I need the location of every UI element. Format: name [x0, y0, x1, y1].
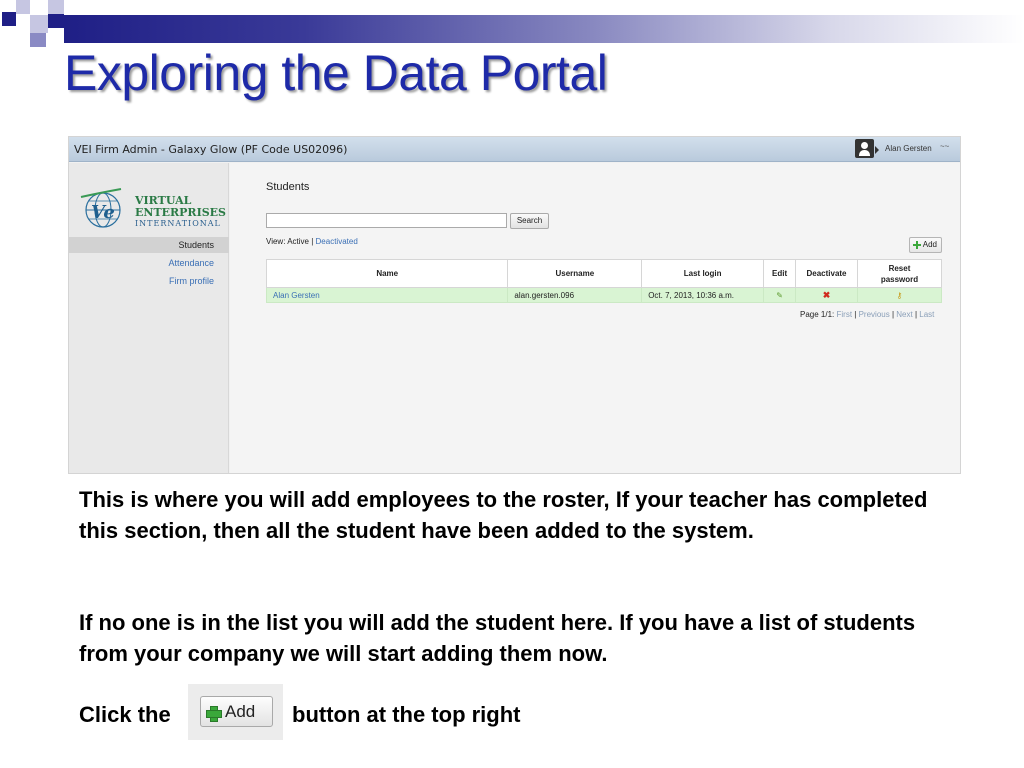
key-icon[interactable]: ⚷	[896, 290, 903, 300]
svg-text:Ve: Ve	[91, 202, 115, 223]
decor-square	[30, 33, 46, 47]
search-input[interactable]	[266, 213, 507, 228]
students-table	[266, 259, 942, 303]
sidebar-item-attendance[interactable]: Attendance	[168, 258, 214, 268]
logo-text	[135, 195, 226, 229]
sidebar-item-firm-profile[interactable]: Firm profile	[168, 276, 214, 286]
pager-last[interactable]: Last	[919, 310, 935, 319]
add-button-label: Add	[922, 240, 937, 249]
column-header: Reset password	[857, 260, 941, 288]
add-button-callout	[188, 684, 283, 740]
pager-sep: |	[914, 310, 918, 319]
deactivated-link[interactable]: Deactivated	[315, 237, 358, 246]
paragraph: This is where you will add employees to the roster, If your teacher has completed this section, then all the student have been added to the system.	[79, 487, 928, 543]
instruction-prefix: Click the	[79, 702, 171, 727]
user-name[interactable]: Alan Gersten	[885, 144, 932, 153]
add-button-example-label: Add	[225, 702, 256, 721]
decor-square	[2, 12, 16, 26]
pager-first[interactable]: First	[836, 310, 853, 319]
column-header[interactable]: Last login	[642, 260, 764, 288]
column-header: Deactivate	[796, 260, 858, 288]
plus-icon	[206, 706, 220, 720]
decor-square	[30, 15, 48, 33]
app-header	[69, 137, 961, 162]
user-icon[interactable]	[855, 139, 874, 158]
decor-square	[16, 0, 30, 14]
cell-last-login: Oct. 7, 2013, 10:36 a.m.	[642, 288, 764, 303]
table-row	[267, 288, 942, 303]
pagination	[800, 310, 934, 319]
logo-line: INTERNATIONAL	[135, 219, 221, 228]
instruction-suffix: button at the top right	[292, 702, 521, 727]
app-window-title: VEI Firm Admin - Galaxy Glow (PF Code US02096)	[74, 143, 348, 156]
slide-title: Exploring the Data Portal	[64, 45, 608, 101]
logo-line: VIRTUAL	[135, 194, 192, 207]
sidebar-item-students[interactable]: Students	[69, 237, 229, 253]
logo-line: ENTERPRISES	[135, 206, 226, 219]
portal-screenshot	[68, 136, 961, 474]
page-indicator: Page 1/1:	[800, 310, 835, 319]
paragraph: If no one is in the list you will add the student here. If you have a list of students from your company we will start adding them now.	[79, 610, 916, 666]
x-icon[interactable]: ✖	[822, 289, 831, 300]
sidebar	[69, 163, 229, 474]
view-filter	[266, 237, 358, 246]
pager-sep: |	[891, 310, 895, 319]
view-active-label: View: Active |	[266, 237, 314, 246]
user-menu-icon[interactable]: ~~	[940, 142, 950, 151]
page-title: Students	[266, 181, 310, 193]
pencil-icon[interactable]: ✎	[776, 290, 783, 300]
main-panel	[230, 163, 961, 474]
pager-sep: |	[854, 310, 857, 319]
add-button[interactable]	[909, 237, 942, 253]
cell-reset[interactable]	[857, 288, 941, 303]
cell-name[interactable]: Alan Gersten	[267, 288, 508, 303]
pager-previous[interactable]: Previous	[858, 310, 890, 319]
caret-right-icon	[875, 146, 879, 154]
add-button-example	[200, 696, 273, 727]
plus-icon	[913, 241, 921, 249]
globe-logo-icon	[77, 185, 133, 231]
column-header[interactable]: Username	[508, 260, 642, 288]
decor-gradient-bar	[64, 15, 1024, 43]
search-button[interactable]: Search	[510, 213, 549, 229]
vei-logo	[77, 185, 227, 235]
pager-next[interactable]: Next	[896, 310, 913, 319]
decor-square	[48, 0, 64, 14]
column-header: Edit	[764, 260, 796, 288]
column-header[interactable]: Name	[267, 260, 508, 288]
cell-edit[interactable]	[764, 288, 796, 303]
cell-username: alan.gersten.096	[508, 288, 642, 303]
cell-deactivate[interactable]	[796, 288, 858, 303]
decor-square	[48, 14, 64, 28]
